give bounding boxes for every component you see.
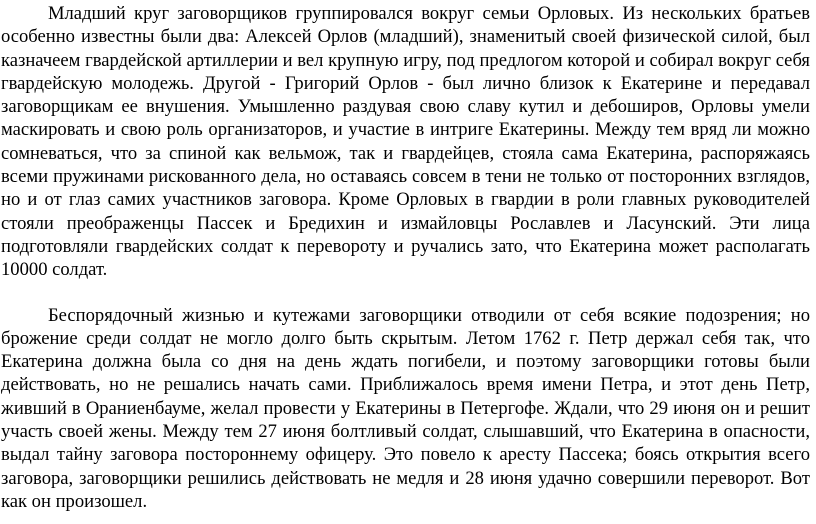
paragraph-spacer — [1, 282, 810, 304]
paragraph-coup-preparation: Беспорядочный жизнью и кутежами заговорщики отводили от себя всякие подозрения; но брожение среди солдат не могло долго быть скрытым. Летом 1762 г. Петр держал себя так, что Екатерина должна была со дня на день ждать погибели, и поэтому заговорщики готовы были действовать, но не решались начать сами. Приближалось время имени Петра, и этот день Петр, живший в Ораниенбауме, желал провести у Екатерины в Петергофе. Ждали, что 29 июня он и решит участь своей жены. Между тем 27 июня болтливый солдат, слышавший, что Екатерина в опасности, выдал тайну заговора постороннему офицеру. Это повело к аресту Пассека; боясь открытия всего заговора, заговорщики решились действовать не медля и 28 июня удачно совершили переворот. Вот как он произошел. — [1, 304, 810, 512]
paragraph-orlov-circle: Младший круг заговорщиков группировался вокруг семьи Орловых. Из нескольких братьев особенно известны были два: Алексей Орлов (младший), знаменитый своей физической силой, был казначеем гвардейской артиллерии и вел крупную игру, под предлогом которой и собирал вокруг себя гвардейскую молодежь. Другой - Григорий Орлов - был лично близок к Екатерине и передавал заговорщикам ее внушения. Умышленно раздувая свою славу кутил и дебоширов, Орловы умели маскировать и свою роль организаторов, и участие в интриге Екатерины. Между тем вряд ли можно сомневаться, что за спиной как вельмож, так и гвардейцев, стояла сама Екатерина, распоряжаясь всеми пружинами рискованного дела, но оставаясь совсем в тени не только от посторонних взглядов, но и от глаз самих участников заговора. Кроме Орловых в гвардии в роли главных руководителей стояли преображенцы Пассек и Бредихин и измайловцы Рославлев и Ласунский. Эти лица подготовляли гвардейских солдат к перевороту и ручались зато, что Екатерина может располагать 10000 солдат. — [1, 3, 810, 281]
